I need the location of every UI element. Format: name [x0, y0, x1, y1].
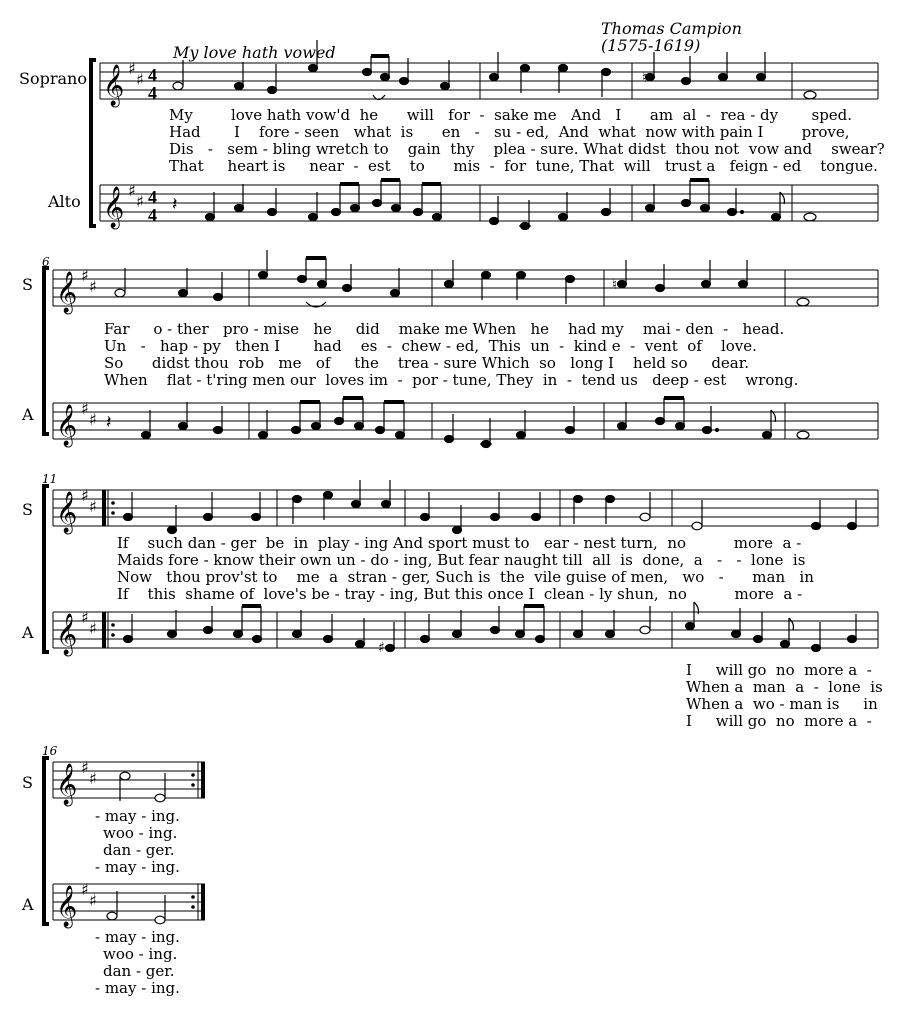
svg-text:♯: ♯ — [89, 410, 97, 429]
sharp-accidental: ♯ — [378, 640, 385, 656]
alto-lyrics — [95, 928, 180, 997]
treble-clef-icon: 𝄞 — [56, 614, 78, 655]
system-3 — [21, 472, 883, 730]
svg-text:Far o - ther pro - mise: Far o - ther pro - mise he did make me When he had my mai - den - head. — [104, 320, 785, 338]
svg-text:If this shame of love's b: If this shame of love's be - tray - ing, But this once I clean - ly shun, no more a - — [117, 585, 803, 603]
svg-text:When a man a - lone is: When a man a - lone is — [686, 678, 883, 696]
svg-text:♯: ♯ — [81, 486, 89, 505]
svg-text:dan - ger.: dan - ger. — [103, 841, 175, 859]
treble-clef-icon: 𝄞 — [103, 65, 125, 106]
svg-text:♯: ♯ — [89, 497, 97, 516]
soprano-notes — [124, 480, 857, 534]
alto-label-short: A — [22, 623, 34, 642]
system-bracket — [44, 758, 49, 924]
treble-clef-icon: 𝄞 — [103, 187, 125, 228]
alto-notes — [142, 398, 810, 448]
natural-sign: ♮ — [642, 70, 648, 86]
svg-text:♯: ♯ — [81, 399, 89, 418]
alto-staff — [100, 185, 878, 221]
svg-text:♯: ♯ — [89, 891, 97, 910]
alto-label-short: A — [22, 405, 34, 424]
svg-text:I will go no more a -: I will go no more a - — [686, 661, 872, 679]
svg-text:- may - ing.: - may - ing. — [95, 807, 180, 825]
quarter-rest-icon: 𝄽 — [106, 412, 112, 433]
alto-notes — [124, 602, 857, 652]
alto-staff — [53, 403, 878, 439]
composer-dates: (1575-1619) — [601, 36, 701, 55]
clef-keysig-time — [103, 59, 157, 107]
treble-clef-icon: 𝄞 — [56, 405, 78, 446]
svg-text:When a wo - man is in: When a wo - man is in — [686, 695, 878, 713]
soprano-notes — [120, 772, 165, 802]
svg-text:♯: ♯ — [128, 181, 136, 200]
measure-number: 11 — [42, 472, 58, 486]
svg-text:Dis - sem - bling wretch t: Dis - sem - bling wretch to gain thy plea - sure. What didst thou not vow and swear? — [169, 140, 885, 158]
svg-text:woo - ing.: woo - ing. — [103, 945, 178, 963]
alto-label: Alto — [48, 192, 81, 211]
alto-notes — [206, 180, 817, 230]
soprano-label-short: S — [22, 773, 33, 792]
svg-text:♯: ♯ — [81, 608, 89, 627]
svg-text:dan - ger.: dan - ger. — [103, 962, 175, 980]
alto-staff — [53, 612, 878, 648]
svg-text:Un - hap - py then I: Un - hap - py then I had es - chew - ed, This un - kind e - vent of love. — [104, 337, 757, 355]
svg-text:That heart is near -: That heart is near - est to mis - for tune, That will trust a feign - ed tongue. — [169, 157, 878, 175]
system-bracket — [44, 268, 49, 434]
alto-label-short: A — [22, 895, 34, 914]
svg-text:woo - ing.: woo - ing. — [103, 824, 178, 842]
key-signature: ♯ — [128, 59, 136, 78]
svg-text:♯: ♯ — [89, 619, 97, 638]
treble-clef-icon: 𝄞 — [56, 492, 78, 533]
svg-text:My love hath vow'd he: My love hath vow'd he will for - sake me And I am al - rea - dy sped. — [169, 106, 853, 124]
treble-clef-icon: 𝄞 — [56, 764, 78, 805]
svg-text:♯: ♯ — [136, 70, 144, 89]
system-4 — [21, 744, 205, 997]
svg-text:- may - ing.: - may - ing. — [95, 979, 180, 997]
treble-clef-icon: 𝄞 — [56, 886, 78, 927]
soprano-label-short: S — [22, 275, 33, 294]
svg-text:♯: ♯ — [81, 758, 89, 777]
time-sig-top: 4 — [148, 65, 157, 85]
time-sig-bottom: 4 — [148, 83, 157, 103]
svg-text:When flat - t'ring men our: When flat - t'ring men our loves im - por - tune, They in - tend us deep - est wrong. — [104, 371, 799, 389]
quarter-rest-icon: 𝄽 — [172, 194, 178, 215]
system-bracket — [44, 486, 49, 652]
repeat-dots — [111, 501, 115, 505]
svg-text:♯: ♯ — [81, 266, 89, 285]
system-bracket — [91, 60, 96, 226]
system-2 — [21, 250, 878, 448]
soprano-label-short: S — [22, 500, 33, 519]
alto-lyrics — [686, 661, 883, 730]
soprano-label: Soprano — [19, 69, 87, 88]
svg-text:♯: ♯ — [89, 769, 97, 788]
svg-text:4: 4 — [148, 187, 157, 207]
svg-text:I will go no more a -: I will go no more a - — [686, 712, 872, 730]
song-title: My love hath vowed — [173, 43, 336, 62]
soprano-lyrics — [95, 807, 180, 876]
measure-number: 6 — [42, 255, 50, 269]
svg-text:Maids fore - know their own un: Maids fore - know their own un - do - ing, But fear naught till all is done, a - - lone is — [117, 551, 806, 569]
svg-text:Now thou prov'st to me a: Now thou prov'st to me a stran - ger, Such is the vile guise of men, wo - man in — [117, 568, 814, 586]
alto-notes — [107, 891, 165, 924]
svg-text:♯: ♯ — [136, 192, 144, 211]
soprano-lyrics — [104, 320, 798, 389]
svg-text:If such dan - ger be in: If such dan - ger be in play - ing And sport must to ear - nest turn, no more a - — [117, 534, 802, 552]
svg-text:So didst thou rob me: So didst thou rob me of the trea - sure Which so long I held so dear. — [104, 354, 750, 372]
svg-text:♯: ♯ — [89, 277, 97, 296]
soprano-lyrics — [117, 534, 814, 603]
treble-clef-icon: 𝄞 — [56, 272, 78, 313]
soprano-lyrics — [169, 106, 885, 175]
system-1 — [19, 40, 885, 230]
svg-text:Had I fore - seen w: Had I fore - seen what is en - su - ed, And what now with pain I prove, — [169, 123, 850, 141]
svg-text:- may - ing.: - may - ing. — [95, 858, 180, 876]
svg-text:- may - ing.: - may - ing. — [95, 928, 180, 946]
svg-text:♯: ♯ — [81, 880, 89, 899]
svg-text:♮: ♮ — [612, 277, 618, 293]
composer-name: Thomas Campion — [601, 19, 742, 38]
soprano-staff — [53, 490, 878, 526]
soprano-staff — [53, 270, 878, 306]
measure-number: 16 — [42, 744, 58, 758]
svg-text:4: 4 — [148, 205, 157, 225]
